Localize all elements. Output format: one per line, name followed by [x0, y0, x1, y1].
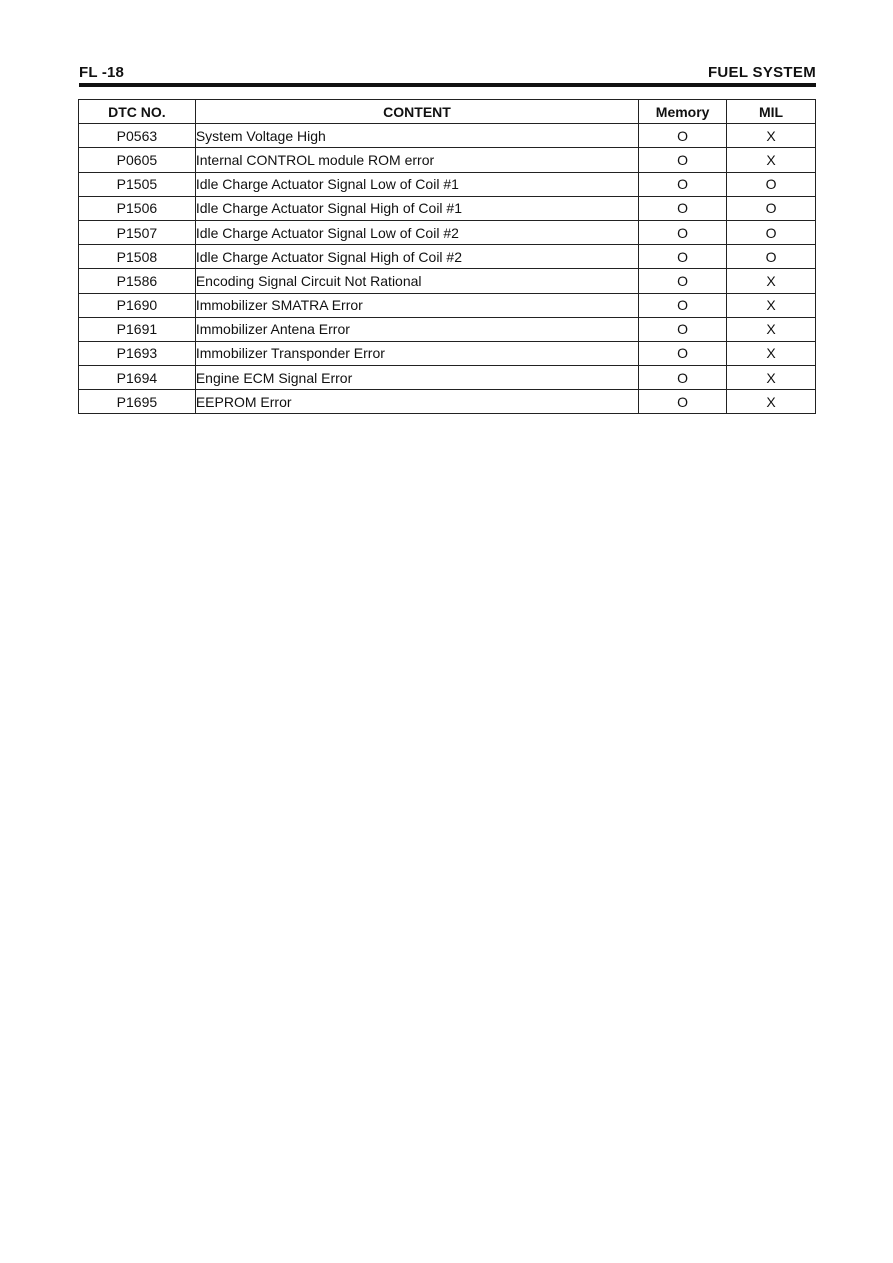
memory-cell: O [639, 341, 727, 365]
mil-cell: X [727, 293, 816, 317]
column-header-mil: MIL [727, 100, 816, 124]
memory-cell: O [639, 366, 727, 390]
header-rule [79, 83, 816, 87]
mil-cell: X [727, 390, 816, 414]
page-header [79, 64, 816, 84]
memory-cell: O [639, 245, 727, 269]
memory-cell: O [639, 124, 727, 148]
content-cell: System Voltage High [195, 124, 638, 148]
dtc-code-cell: P1695 [79, 390, 196, 414]
page-number: FL -18 [79, 64, 125, 81]
dtc-table [78, 99, 816, 414]
content-cell: Idle Charge Actuator Signal Low of Coil #1 [195, 172, 638, 196]
memory-cell: O [639, 172, 727, 196]
dtc-code-cell: P1507 [79, 220, 196, 244]
table-row [79, 172, 816, 196]
memory-cell: O [639, 269, 727, 293]
table-row [79, 390, 816, 414]
memory-cell: O [639, 317, 727, 341]
section-title: FUEL SYSTEM [707, 64, 816, 81]
table-row [79, 245, 816, 269]
content-cell: Internal CONTROL module ROM error [195, 148, 638, 172]
dtc-code-cell: P0605 [79, 148, 196, 172]
dtc-code-cell: P1586 [79, 269, 196, 293]
content-cell: Immobilizer SMATRA Error [195, 293, 638, 317]
content-cell: Immobilizer Transponder Error [195, 341, 638, 365]
table-row [79, 341, 816, 365]
mil-cell: O [727, 245, 816, 269]
table-body [79, 124, 816, 414]
memory-cell: O [639, 220, 727, 244]
dtc-code-cell: P1693 [79, 341, 196, 365]
mil-cell: X [727, 341, 816, 365]
mil-cell: X [727, 269, 816, 293]
content-cell: EEPROM Error [195, 390, 638, 414]
column-header-dtc-no: DTC NO. [79, 100, 196, 124]
memory-cell: O [639, 390, 727, 414]
table-header-row [79, 100, 816, 124]
dtc-code-cell: P1691 [79, 317, 196, 341]
mil-cell: O [727, 172, 816, 196]
content-cell: Encoding Signal Circuit Not Rational [195, 269, 638, 293]
dtc-code-cell: P0563 [79, 124, 196, 148]
mil-cell: O [727, 196, 816, 220]
mil-cell: X [727, 366, 816, 390]
dtc-code-cell: P1690 [79, 293, 196, 317]
table-row [79, 220, 816, 244]
column-header-content: CONTENT [195, 100, 638, 124]
content-cell: Idle Charge Actuator Signal Low of Coil #2 [195, 220, 638, 244]
memory-cell: O [639, 148, 727, 172]
content-cell: Immobilizer Antena Error [195, 317, 638, 341]
table-row [79, 293, 816, 317]
table-row [79, 148, 816, 172]
mil-cell: X [727, 148, 816, 172]
mil-cell: X [727, 317, 816, 341]
table-row [79, 317, 816, 341]
dtc-code-cell: P1694 [79, 366, 196, 390]
table-row [79, 196, 816, 220]
mil-cell: X [727, 124, 816, 148]
dtc-code-cell: P1508 [79, 245, 196, 269]
content-cell: Idle Charge Actuator Signal High of Coil #1 [195, 196, 638, 220]
dtc-code-cell: P1506 [79, 196, 196, 220]
table-row [79, 269, 816, 293]
memory-cell: O [639, 196, 727, 220]
column-header-memory: Memory [639, 100, 727, 124]
content-cell: Engine ECM Signal Error [195, 366, 638, 390]
table-row [79, 366, 816, 390]
memory-cell: O [639, 293, 727, 317]
content-cell: Idle Charge Actuator Signal High of Coil #2 [195, 245, 638, 269]
table-row [79, 124, 816, 148]
dtc-code-cell: P1505 [79, 172, 196, 196]
mil-cell: O [727, 220, 816, 244]
